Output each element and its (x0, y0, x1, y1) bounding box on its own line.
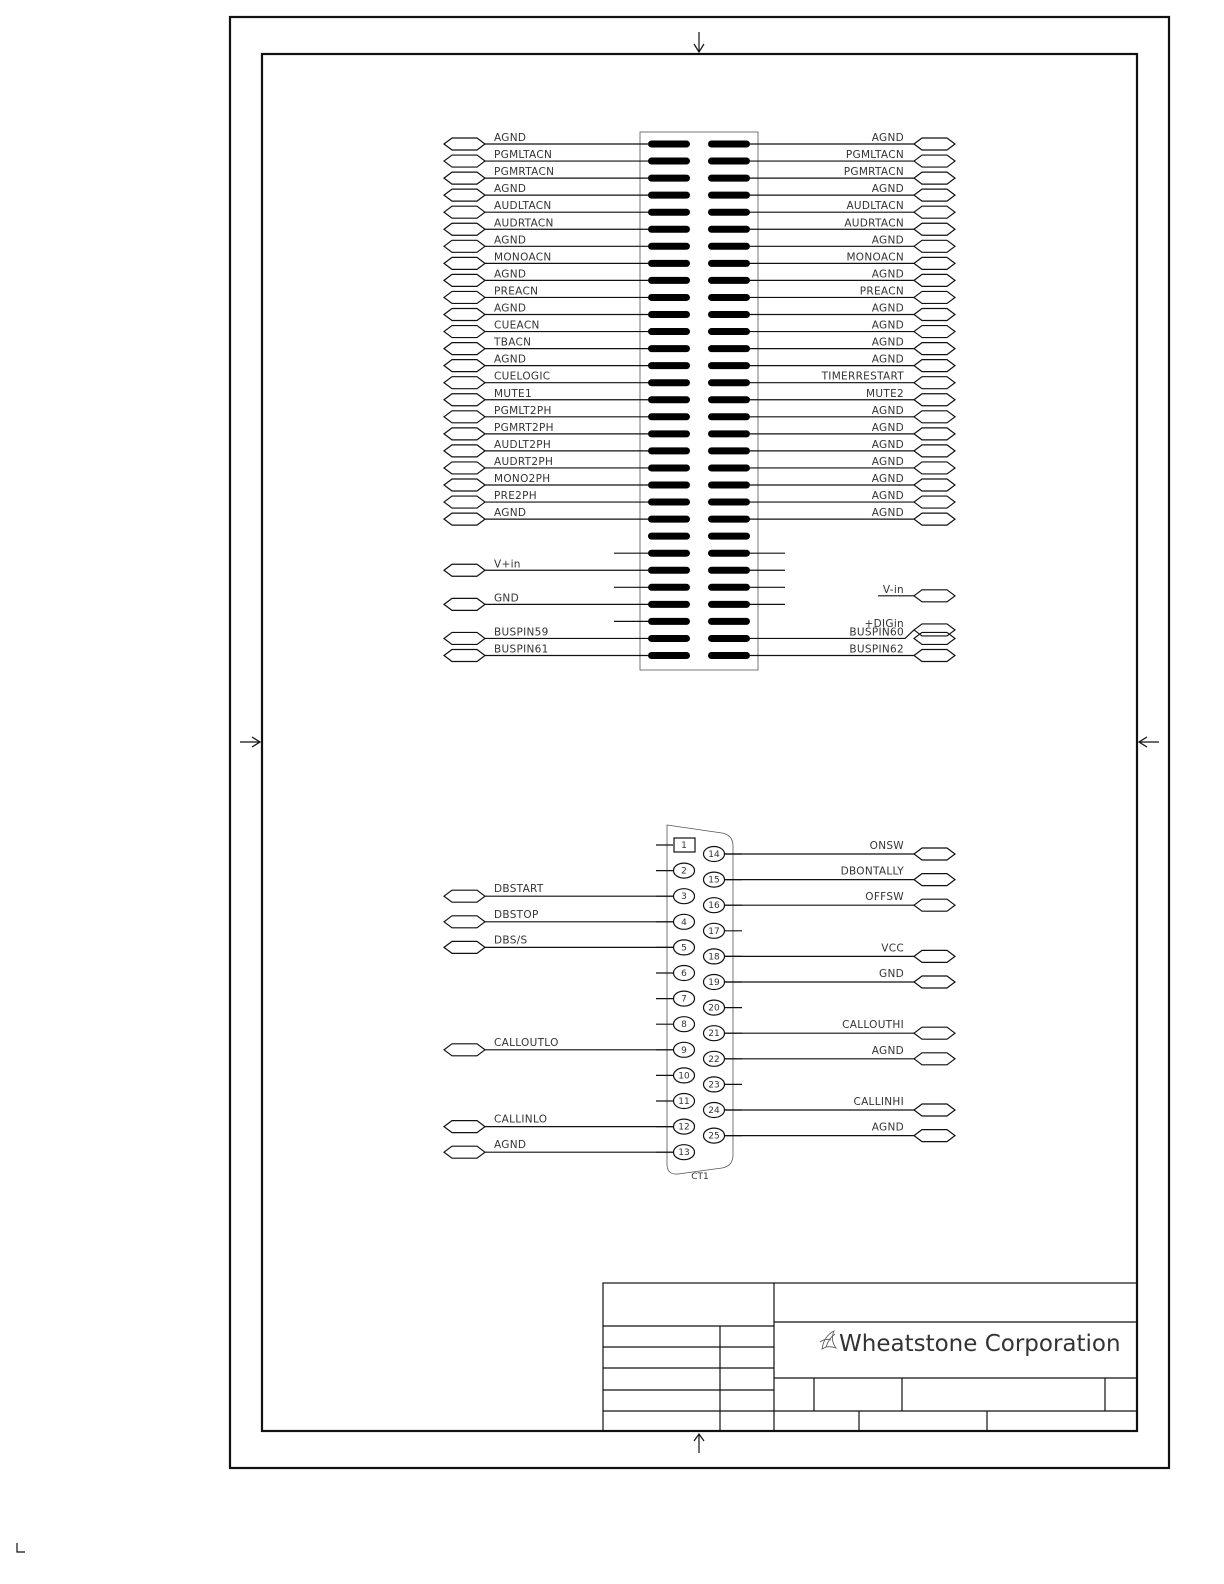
pin-number: 10 (678, 1071, 690, 1082)
connector-pad (648, 601, 690, 608)
connector-pad (708, 277, 750, 284)
pin-number: 7 (681, 994, 687, 1005)
connector-pad (708, 464, 750, 471)
net-port-icon (444, 650, 485, 662)
net-port-icon (914, 632, 955, 644)
net-label: +DIGin (864, 617, 904, 630)
connector-pad (648, 243, 690, 250)
net-label: AGND (871, 438, 904, 451)
net-port-icon (444, 496, 485, 508)
net-port-icon (444, 343, 485, 355)
net-port-icon (914, 848, 955, 860)
pin-number: 6 (681, 969, 687, 979)
net-port-icon (914, 428, 955, 440)
connector-pad (708, 550, 750, 557)
net-port-icon (914, 1104, 955, 1116)
net-port-icon (444, 1044, 485, 1056)
net-port-icon (444, 513, 485, 525)
net-port-icon (444, 394, 485, 406)
net-label: AGND (494, 234, 527, 247)
net-label: OFFSW (865, 891, 904, 904)
net-label: AUDRTACN (494, 217, 554, 230)
connector-pad (708, 158, 750, 165)
net-label: AGND (871, 319, 904, 332)
wheatstone-logo-icon (820, 1331, 836, 1349)
connector-pad (648, 158, 690, 165)
connector-pad (648, 550, 690, 557)
pin-number: 2 (681, 866, 687, 877)
net-port-icon (444, 1121, 485, 1133)
connector-pad (648, 482, 690, 489)
net-port-icon (914, 1027, 955, 1039)
pin-number: 3 (681, 892, 687, 903)
net-label: AUDLTACN (846, 200, 904, 213)
net-port-icon (444, 240, 485, 252)
net-port-icon (914, 172, 955, 184)
connector-pad (648, 311, 690, 318)
connector-pad (648, 192, 690, 199)
net-label: DBONTALLY (840, 865, 904, 878)
connector-pad (708, 141, 750, 148)
connector-pad (708, 226, 750, 233)
connector-pad (708, 192, 750, 199)
net-port-icon (444, 189, 485, 201)
net-label: AGND (871, 507, 904, 520)
net-label: MONO2PH (494, 473, 551, 485)
net-port-icon (444, 411, 485, 423)
net-port-icon (914, 309, 955, 321)
net-label: AGND (871, 302, 904, 315)
connector-pad (648, 379, 690, 386)
net-port-icon (914, 590, 955, 602)
net-port-icon (914, 138, 955, 150)
net-label: MONOACN (846, 251, 904, 264)
pin-number: 21 (708, 1029, 720, 1040)
top-center-arrow-icon (694, 32, 704, 52)
net-label: AGND (871, 404, 904, 417)
net-port-icon (914, 1130, 955, 1142)
left-center-arrow-icon (240, 737, 260, 747)
net-label: PGMRTACN (843, 166, 904, 179)
connector-pad (648, 226, 690, 233)
connector-pad (708, 294, 750, 301)
net-port-icon (914, 976, 955, 988)
connector-pad (648, 584, 690, 591)
net-label: TBACN (494, 336, 532, 349)
pin-number: 18 (708, 952, 720, 963)
net-port-icon (914, 155, 955, 167)
net-label: PRE2PH (494, 490, 537, 503)
pin-number: 1 (681, 841, 687, 851)
corner-mark (17, 1543, 25, 1552)
net-port-icon (444, 598, 485, 610)
net-label: DBSTOP (494, 908, 539, 921)
connector-pad (708, 260, 750, 267)
net-port-icon (444, 138, 485, 150)
pin-number: 15 (708, 875, 720, 886)
connector-pad (648, 516, 690, 523)
connector-pad (648, 464, 690, 471)
pin-number: 5 (681, 943, 687, 954)
net-port-icon (914, 650, 955, 662)
connector-pad (708, 243, 750, 250)
net-label: MUTE2 (866, 387, 904, 400)
net-port-icon (914, 240, 955, 252)
net-port-icon (914, 223, 955, 235)
net-port-icon (444, 309, 485, 321)
net-label: AGND (871, 353, 904, 366)
connector-pad (708, 447, 750, 454)
net-label: PGMLTACN (494, 149, 553, 162)
net-label: CALLINLO (494, 1113, 548, 1126)
connector-pad (648, 447, 690, 454)
db25-pins (656, 838, 742, 1160)
net-label: CALLOUTLO (494, 1036, 559, 1049)
net-port-icon (444, 1146, 485, 1158)
net-label: AGND (494, 183, 527, 196)
net-label: CUEACN (494, 319, 540, 332)
net-port-icon (444, 445, 485, 457)
net-label: AUDLTACN (494, 200, 552, 213)
net-label: AGND (871, 132, 904, 144)
net-port-icon (914, 445, 955, 457)
net-port-icon (444, 360, 485, 372)
pin-number: 17 (708, 926, 720, 937)
net-port-icon (914, 394, 955, 406)
inner-frame (262, 54, 1137, 1431)
net-label: MUTE1 (494, 387, 532, 400)
pin-number: 25 (708, 1131, 720, 1142)
top-connector-pins (648, 141, 750, 660)
connector-pad (648, 635, 690, 642)
net-port-icon (444, 257, 485, 269)
connector-pad (708, 362, 750, 369)
net-label: BUSPIN60 (849, 626, 904, 639)
net-label: MONOACN (494, 251, 552, 264)
net-port-icon (914, 274, 955, 286)
net-port-icon (444, 428, 485, 440)
net-port-icon (914, 291, 955, 303)
net-label: AGND (871, 421, 904, 434)
net-port-icon (444, 890, 485, 902)
connector-pad (708, 533, 750, 540)
connector-pad (648, 328, 690, 335)
pin-number: 24 (708, 1106, 720, 1116)
net-port-icon (444, 172, 485, 184)
connector-pad (708, 328, 750, 335)
net-label: DBSTART (494, 883, 544, 896)
pin-number: 14 (708, 850, 720, 860)
net-label: GND (494, 592, 519, 605)
connector-pad (708, 175, 750, 182)
net-label: BUSPIN59 (494, 626, 549, 639)
net-label: AGND (871, 234, 904, 247)
net-label: TIMERRESTART (821, 370, 904, 383)
connector-pad (648, 362, 690, 369)
net-label: AGND (871, 183, 904, 196)
net-label: AGND (494, 302, 527, 315)
pin-number: 19 (708, 978, 720, 988)
net-label: PREACN (494, 285, 539, 298)
net-label: AGND (494, 132, 527, 144)
net-label: AGND (871, 336, 904, 349)
db25-nets (444, 840, 955, 1158)
connector-pad (708, 482, 750, 489)
net-label: PREACN (859, 285, 904, 298)
net-port-icon (914, 206, 955, 218)
net-label: AUDRTACN (844, 217, 904, 230)
net-port-icon (914, 496, 955, 508)
pin-number: 4 (681, 917, 687, 928)
net-port-icon (914, 513, 955, 525)
connector-pad (708, 413, 750, 420)
connector-pad (648, 277, 690, 284)
connector-pad (648, 618, 690, 625)
net-port-icon (444, 223, 485, 235)
net-port-icon (444, 479, 485, 491)
net-port-icon (914, 411, 955, 423)
pin-number: 11 (678, 1097, 690, 1107)
connector-pad (648, 260, 690, 267)
net-label: AGND (494, 1139, 527, 1152)
net-port-icon (444, 274, 485, 286)
net-label: PGMLTACN (845, 149, 904, 162)
connector-pad (708, 396, 750, 403)
net-port-icon (914, 326, 955, 338)
connector-pad (708, 499, 750, 506)
net-port-icon (914, 874, 955, 886)
connector-pad (708, 584, 750, 591)
net-label: AGND (871, 490, 904, 503)
net-label: V-in (882, 583, 904, 596)
pin-number: 9 (681, 1045, 687, 1056)
net-port-icon (444, 377, 485, 389)
connector-pad (708, 567, 750, 574)
pin-number: 23 (708, 1080, 720, 1091)
net-label: AGND (494, 268, 527, 281)
net-label: AGND (871, 473, 904, 485)
net-port-icon (444, 632, 485, 644)
net-label: BUSPIN62 (849, 643, 904, 656)
connector-pad (708, 430, 750, 437)
pin-number: 20 (708, 1003, 720, 1014)
connector-pad (708, 618, 750, 625)
net-port-icon (914, 257, 955, 269)
net-port-icon (444, 291, 485, 303)
net-label: AGND (871, 455, 904, 468)
connector-pad (648, 430, 690, 437)
net-port-icon (914, 950, 955, 962)
connector-pad (648, 209, 690, 216)
net-port-icon (444, 326, 485, 338)
net-label: GND (879, 968, 904, 980)
title-block (603, 1283, 1137, 1431)
connector-pad (648, 499, 690, 506)
connector-pad (648, 652, 690, 659)
pin-number: 13 (678, 1148, 690, 1159)
connector-pad (648, 567, 690, 574)
pin-number: 12 (678, 1122, 690, 1133)
net-port-icon (444, 941, 485, 953)
net-port-icon (914, 343, 955, 355)
net-label: CALLINHI (853, 1096, 904, 1108)
pin-number: 16 (708, 901, 720, 912)
net-port-icon (914, 462, 955, 474)
connector-pad (708, 311, 750, 318)
connector-pad (708, 345, 750, 352)
net-label: V+in (494, 558, 521, 571)
net-label: PGMLT2PH (494, 404, 552, 417)
net-label: CALLOUTHI (842, 1019, 904, 1032)
net-label: BUSPIN61 (494, 643, 549, 656)
net-label: AUDLT2PH (494, 438, 552, 451)
net-label: PGMRT2PH (494, 421, 554, 434)
net-label: AGND (871, 1044, 904, 1057)
top-right-nets (750, 132, 955, 662)
net-label: AGND (494, 353, 527, 366)
net-label: AGND (494, 507, 527, 520)
connector-pad (648, 413, 690, 420)
outer-frame (230, 17, 1169, 1468)
company-name: Wheatstone Corporation (839, 1331, 1121, 1357)
net-port-icon (914, 479, 955, 491)
right-center-arrow-icon (1139, 737, 1159, 747)
connector-pad (708, 652, 750, 659)
net-label: PGMRTACN (494, 166, 555, 179)
net-port-icon (914, 360, 955, 372)
net-port-icon (914, 1053, 955, 1065)
net-port-icon (914, 899, 955, 911)
net-port-icon (444, 916, 485, 928)
net-label: ONSW (869, 840, 904, 852)
net-port-icon (914, 189, 955, 201)
connector-pad (648, 345, 690, 352)
connector-pad (648, 175, 690, 182)
net-port-icon (914, 377, 955, 389)
connector-pad (708, 601, 750, 608)
top-left-nets (444, 132, 648, 662)
pin-number: 22 (708, 1054, 720, 1065)
connector-pad (708, 635, 750, 642)
connector-pad (648, 533, 690, 540)
db25-designator: CT1 (691, 1172, 709, 1182)
connector-pad (648, 396, 690, 403)
bottom-center-arrow-icon (694, 1434, 704, 1453)
net-port-icon (444, 564, 485, 576)
net-port-icon (444, 462, 485, 474)
connector-pad (648, 294, 690, 301)
connector-pad (708, 379, 750, 386)
net-label: AUDRT2PH (494, 455, 554, 468)
pin-number: 8 (681, 1020, 687, 1031)
net-label: DBS/S (494, 934, 528, 947)
net-label: AGND (871, 1121, 904, 1134)
net-port-icon (444, 206, 485, 218)
net-label: CUELOGIC (494, 370, 551, 383)
connector-pad (708, 209, 750, 216)
connector-pad (648, 141, 690, 148)
net-label: VCC (881, 942, 904, 955)
connector-pad (708, 516, 750, 523)
net-label: AGND (871, 268, 904, 281)
net-port-icon (444, 155, 485, 167)
